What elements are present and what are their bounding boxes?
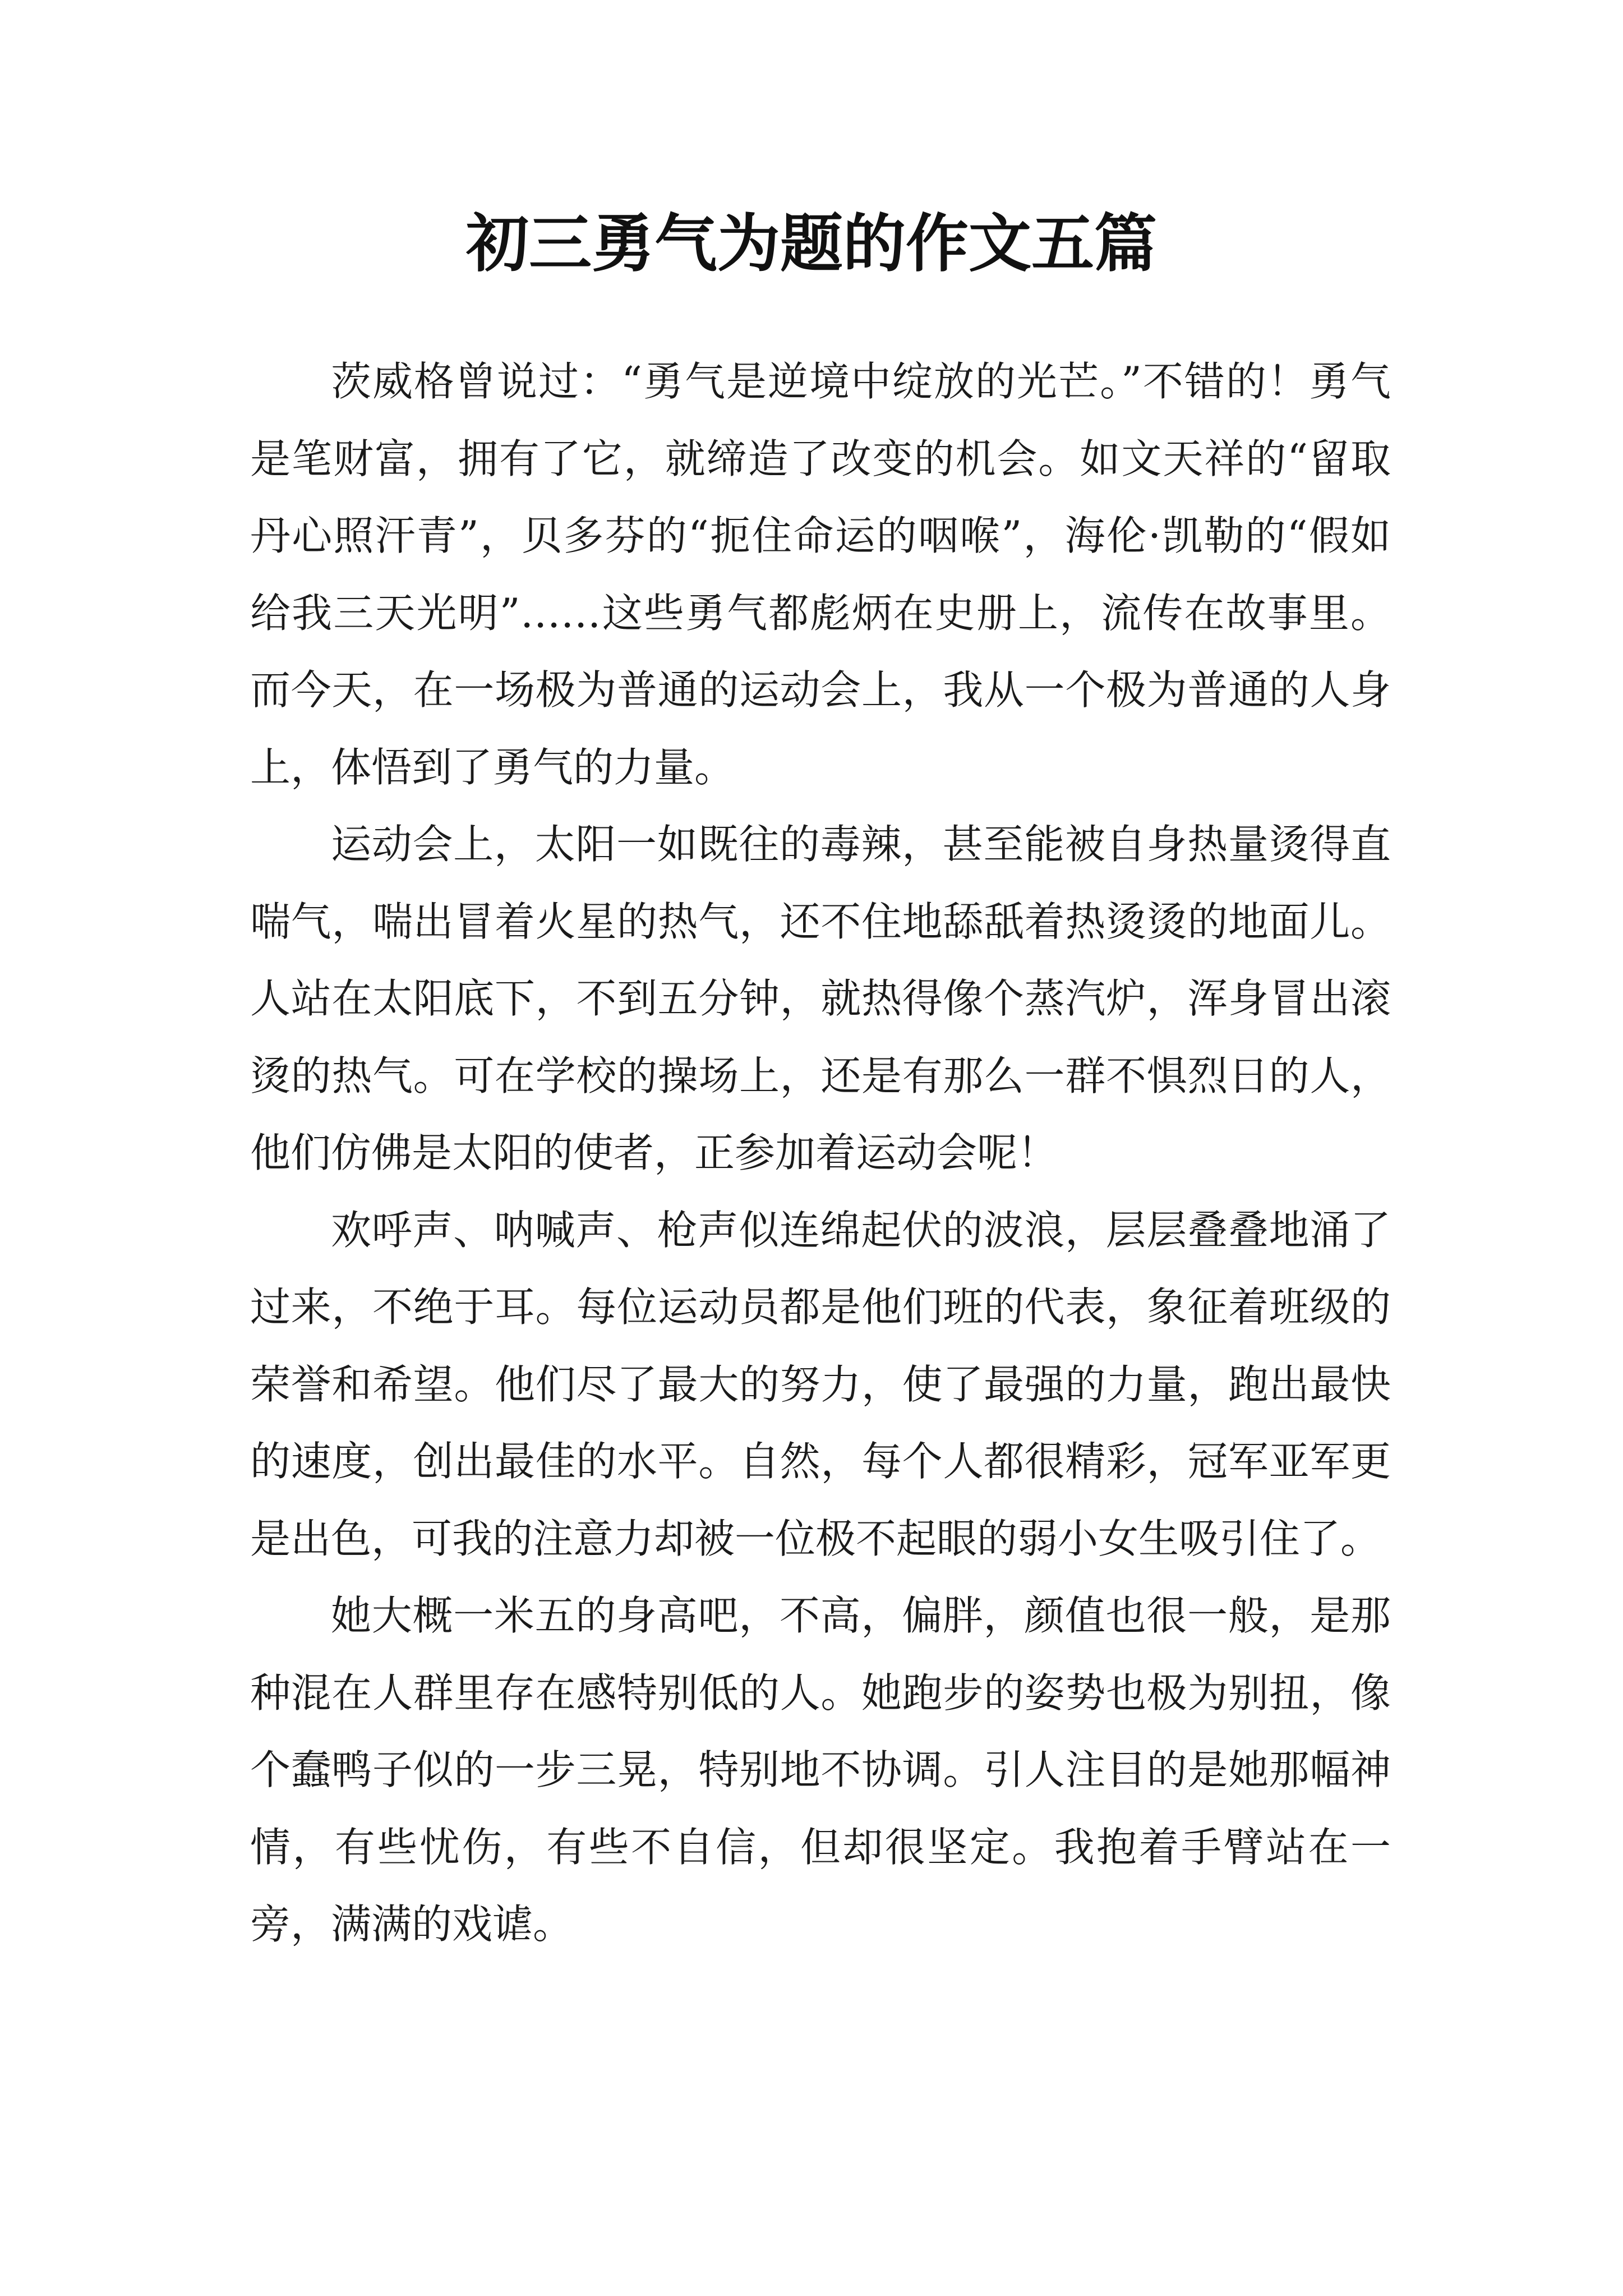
document-body — [250, 343, 1391, 1963]
paragraph: 她大概一米五的身高吧，不高，偏胖，颜值也很一般，是那种混在人群里存在感特别低的人。她跑步的姿势也极为别扭，像个蠢鸭子似的一步三晃，特别地不协调。引人注目的是她那幅神情，有些忧伤，有些不自信，但却很坚定。我抱着手臂站在一旁，满满的戏谑。 — [250, 1592, 1391, 1948]
paragraph: 运动会上，太阳一如既往的毒辣，甚至能被自身热量烫得直喘气，喘出冒着火星的热气，还不住地舔舐着热烫烫的地面儿。人站在太阳底下，不到五分钟，就热得像个蒸汽炉，浑身冒出滚烫的热气。可在学校的操场上，还是有那么一群不惧烈日的人，他们仿佛是太阳的使者，正参加着运动会呢！ — [250, 821, 1391, 1176]
document-title: 初三勇气为题的作文五篇 — [466, 207, 1157, 280]
paragraph: 欢呼声、呐喊声、枪声似连绵起伏的波浪，层层叠叠地涌了过来，不绝于耳。每位运动员都是他们班的代表，象征着班级的荣誉和希望。他们尽了最大的努力，使了最强的力量，跑出最快的速度，创出最佳的水平。自然，每个人都很精彩，冠军亚军更是出色，可我的注意力却被一位极不起眼的弱小女生吸引住了。 — [250, 1206, 1391, 1562]
paragraph: 茨威格曾说过：“勇气是逆境中绽放的光芒。”不错的！勇气是笔财富，拥有了它，就缔造了改变的机会。如文天祥的“留取丹心照汗青”，贝多芬的“扼住命运的咽喉”，海伦·凯勒的“假如给我三天光明”……这些勇气都彪炳在史册上，流传在故事里。而今天，在一场极为普通的运动会上，我从一个极为普通的人身上，体悟到了勇气的力量。 — [250, 358, 1391, 791]
